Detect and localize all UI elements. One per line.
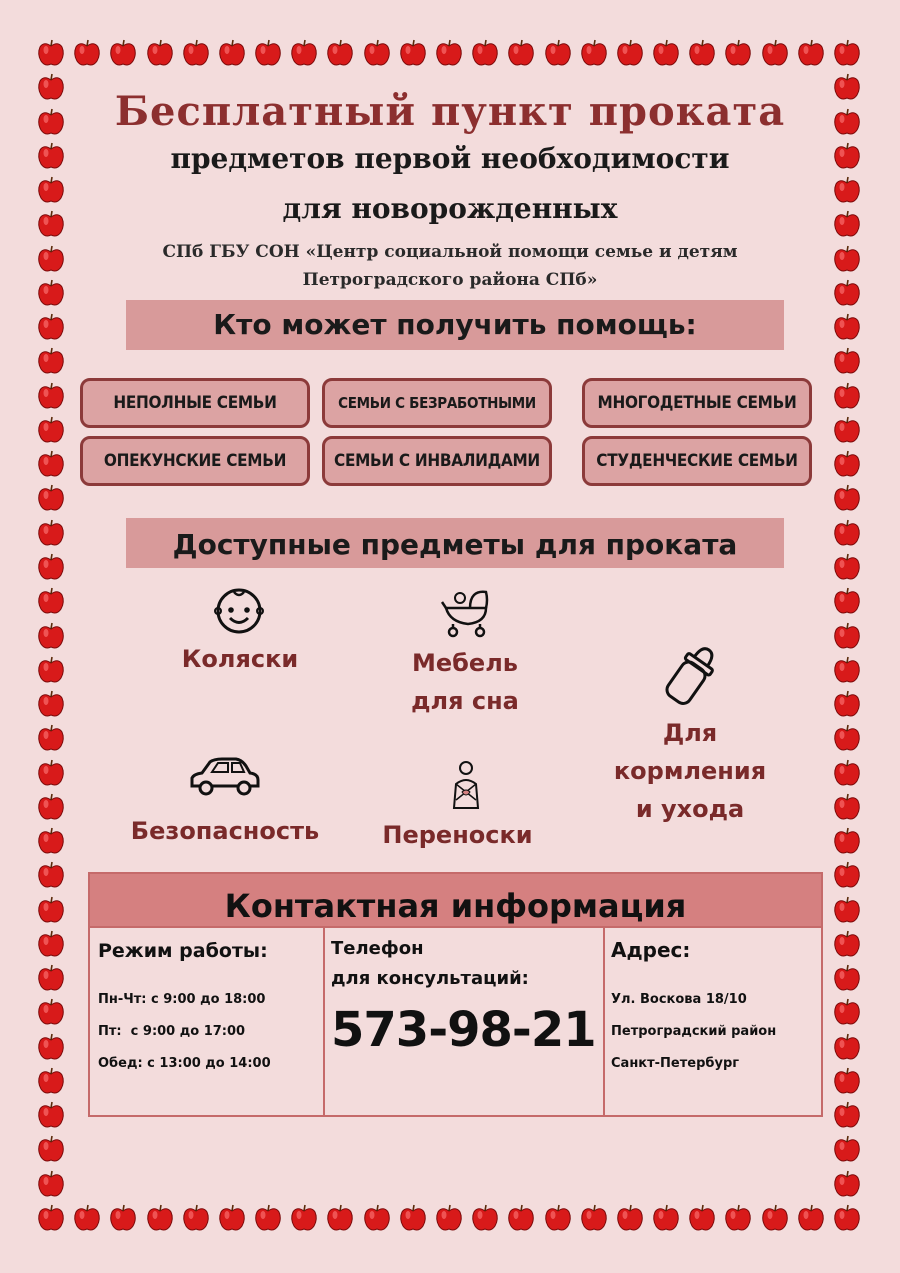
- item-sleep-furniture: [365, 644, 565, 720]
- group-students: СТУДЕНЧЕСКИЕ СЕМЬИ: [582, 436, 812, 486]
- apple-icon: [832, 929, 862, 959]
- apple-icon: [325, 1203, 355, 1233]
- item-safety: Безопасность: [130, 817, 320, 845]
- address-district: Петроградский район: [611, 1024, 777, 1039]
- apple-icon: [36, 689, 66, 719]
- address-city: Санкт-Петербург: [611, 1056, 740, 1071]
- apple-icon: [796, 1203, 826, 1233]
- phone-number[interactable]: 573-98-21: [331, 1002, 596, 1058]
- apple-icon: [470, 38, 500, 68]
- baby-stroller-icon: [440, 584, 494, 638]
- apple-icon: [36, 1203, 66, 1233]
- apple-icon: [36, 655, 66, 685]
- apple-icon: [36, 518, 66, 548]
- apple-icon: [36, 1066, 66, 1096]
- organization-line1: СПб ГБУ СОН «Центр социальной помощи семье и детям: [162, 242, 738, 262]
- organization-line2: Петроградского района СПб»: [302, 270, 598, 290]
- apple-icon: [36, 826, 66, 856]
- apple-icon: [832, 552, 862, 582]
- item-sleep-furniture-line2: для сна: [411, 687, 519, 715]
- apple-icon: [217, 38, 247, 68]
- group-disabled: СЕМЬИ С ИНВАЛИДАМИ: [322, 436, 552, 486]
- apple-icon: [832, 723, 862, 753]
- apple-icon: [72, 38, 102, 68]
- apple-icon: [145, 1203, 175, 1233]
- apple-icon: [36, 963, 66, 993]
- apple-icon: [108, 38, 138, 68]
- apple-icon: [832, 381, 862, 411]
- page-subtitle-line1: предметов первой необходимости: [170, 142, 730, 175]
- item-feeding-care-line1: Для: [662, 719, 718, 747]
- apple-icon: [36, 312, 66, 342]
- apple-icon: [398, 1203, 428, 1233]
- apple-icon: [362, 1203, 392, 1233]
- apple-icon: [651, 38, 681, 68]
- phone-column: [323, 928, 605, 1115]
- apple-icon: [36, 415, 66, 445]
- apple-icon: [325, 38, 355, 68]
- group-single-parent: НЕПОЛНЫЕ СЕМЬИ: [80, 378, 310, 428]
- apple-icon: [36, 381, 66, 411]
- apple-icon: [832, 1066, 862, 1096]
- apple-icon: [760, 1203, 790, 1233]
- group-large-families: МНОГОДЕТНЫЕ СЕМЬИ: [582, 378, 812, 428]
- apple-icon: [832, 518, 862, 548]
- apple-icon: [36, 346, 66, 376]
- apple-icon: [36, 38, 66, 68]
- apple-icon: [36, 483, 66, 513]
- apple-icon: [506, 1203, 536, 1233]
- page-title: Бесплатный пункт проката: [114, 88, 786, 135]
- contact-table: [88, 928, 823, 1117]
- baby-face-icon: [212, 586, 266, 636]
- address-street: Ул. Воскова 18/10: [611, 992, 747, 1007]
- apple-icon: [470, 1203, 500, 1233]
- apple-icon: [289, 1203, 319, 1233]
- phone-title-line1: Телефон: [331, 938, 424, 959]
- phone-title: [331, 934, 529, 994]
- apple-icon: [72, 1203, 102, 1233]
- apple-icon: [362, 38, 392, 68]
- apple-icon: [832, 1134, 862, 1164]
- apple-icon: [36, 1134, 66, 1164]
- apple-icon: [832, 621, 862, 651]
- car-icon: [188, 756, 262, 800]
- apple-icon: [217, 1203, 247, 1233]
- apple-icon: [36, 860, 66, 890]
- apple-icon: [615, 38, 645, 68]
- apple-icon: [832, 1032, 862, 1062]
- apple-icon: [36, 792, 66, 822]
- apple-icon: [434, 1203, 464, 1233]
- apple-icon: [579, 38, 609, 68]
- hours-column: [90, 928, 325, 1115]
- apple-icon: [832, 1169, 862, 1199]
- apple-icon: [36, 621, 66, 651]
- apple-icon: [398, 38, 428, 68]
- apple-icon: [832, 1203, 862, 1233]
- hours-lunch: Обед: с 13:00 до 14:00: [98, 1056, 271, 1071]
- apple-icon: [36, 449, 66, 479]
- apple-icon: [36, 1032, 66, 1062]
- apple-icon: [108, 1203, 138, 1233]
- apple-icon: [832, 826, 862, 856]
- apple-icon: [687, 38, 717, 68]
- apple-icon: [543, 38, 573, 68]
- apple-icon: [832, 415, 862, 445]
- hours-mon-thu: Пн-Чт: с 9:00 до 18:00: [98, 992, 266, 1007]
- contact-heading: Контактная информация: [88, 872, 823, 928]
- hours-fri: Пт: с 9:00 до 17:00: [98, 1024, 246, 1039]
- apple-icon: [651, 1203, 681, 1233]
- apple-icon: [760, 38, 790, 68]
- apple-icon: [36, 929, 66, 959]
- baby-carrier-icon: [448, 760, 484, 810]
- apple-icon: [832, 689, 862, 719]
- apple-icon: [36, 1100, 66, 1130]
- apple-icon: [832, 860, 862, 890]
- apple-icon: [36, 758, 66, 788]
- apple-icon: [832, 312, 862, 342]
- group-unemployed: СЕМЬИ С БЕЗРАБОТНЫМИ: [322, 378, 552, 428]
- apple-icon: [832, 895, 862, 925]
- apple-icon: [36, 1169, 66, 1199]
- apple-icon: [832, 997, 862, 1027]
- organization-name: [0, 238, 900, 294]
- items-heading: Доступные предметы для проката: [126, 518, 784, 568]
- item-feeding-care-line2: кормления: [613, 757, 767, 785]
- item-feeding-care: [590, 714, 790, 828]
- item-strollers: Коляски: [181, 645, 299, 673]
- apple-icon: [36, 586, 66, 616]
- apple-icon: [145, 38, 175, 68]
- hours-title: Режим работы:: [98, 940, 268, 962]
- apple-icon: [253, 38, 283, 68]
- apple-icon: [289, 38, 319, 68]
- who-heading: Кто может получить помощь:: [126, 300, 784, 350]
- apple-icon: [832, 758, 862, 788]
- apple-icon: [832, 38, 862, 68]
- apple-icon: [687, 1203, 717, 1233]
- apple-icon: [253, 1203, 283, 1233]
- group-guardians: ОПЕКУНСКИЕ СЕМЬИ: [80, 436, 310, 486]
- apple-icon: [615, 1203, 645, 1233]
- apple-icon: [723, 1203, 753, 1233]
- apple-icon: [832, 483, 862, 513]
- apple-icon: [36, 552, 66, 582]
- apple-icon: [181, 38, 211, 68]
- apple-icon: [832, 963, 862, 993]
- phone-title-line2: для консультаций:: [331, 968, 529, 989]
- address-title: Адрес:: [611, 938, 691, 962]
- page-subtitle-line2: для новорожденных: [282, 192, 618, 225]
- item-feeding-care-line3: и ухода: [635, 795, 745, 823]
- apple-icon: [723, 38, 753, 68]
- apple-icon: [543, 1203, 573, 1233]
- apple-icon: [832, 655, 862, 685]
- apple-icon: [832, 449, 862, 479]
- apple-icon: [579, 1203, 609, 1233]
- apple-icon: [36, 723, 66, 753]
- apple-icon: [506, 38, 536, 68]
- apple-icon: [434, 38, 464, 68]
- baby-bottle-icon: [660, 642, 720, 712]
- apple-icon: [36, 895, 66, 925]
- item-carriers: Переноски: [382, 821, 533, 849]
- apple-icon: [832, 792, 862, 822]
- apple-icon: [832, 1100, 862, 1130]
- apple-icon: [181, 1203, 211, 1233]
- apple-icon: [832, 586, 862, 616]
- item-sleep-furniture-line1: Мебель: [412, 649, 518, 677]
- address-column: [603, 928, 821, 1115]
- apple-icon: [796, 38, 826, 68]
- apple-icon: [832, 346, 862, 376]
- apple-icon: [36, 997, 66, 1027]
